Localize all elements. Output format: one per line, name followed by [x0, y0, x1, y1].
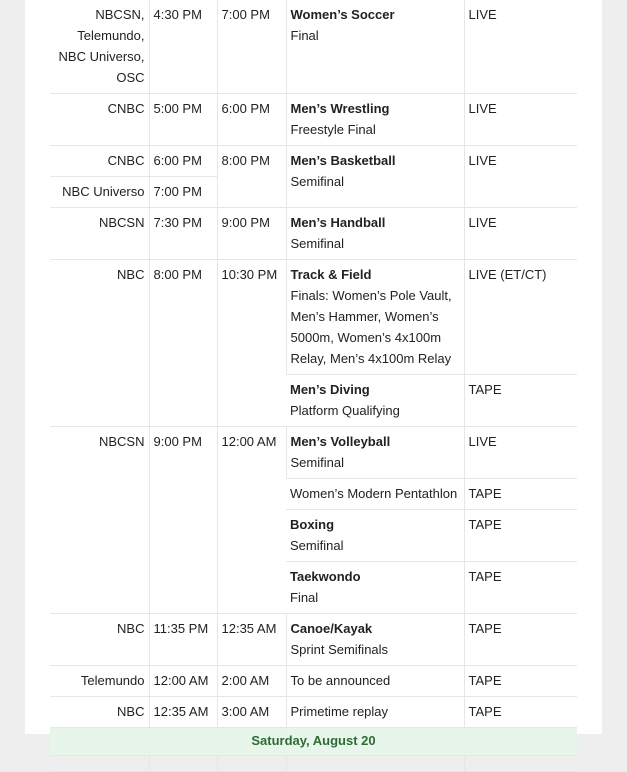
event-detail: Platform Qualifying — [290, 403, 400, 418]
schedule-page — [25, 0, 602, 748]
network-cell: NBCSN — [50, 427, 149, 614]
event-cell — [286, 208, 464, 260]
event-title: Men’s Wrestling — [290, 101, 390, 116]
event-detail: Final — [290, 590, 319, 605]
tv-schedule-table — [50, 0, 577, 772]
event-title: Women’s Soccer — [290, 7, 395, 22]
start-time-cell: 7:30 PM — [149, 208, 217, 260]
event-title: Men’s Volleyball — [290, 434, 391, 449]
start-time-cell: 4:30 PM — [149, 0, 217, 94]
end-time-cell: 12:00 AM — [217, 427, 286, 614]
status-cell: LIVE — [464, 146, 577, 208]
event-cell — [286, 562, 464, 614]
empty-cell — [217, 756, 286, 772]
event-cell — [286, 510, 464, 562]
start-time-cell: 12:35 AM — [149, 697, 217, 728]
table-row — [50, 756, 577, 772]
network-cell: NBC Universo — [50, 177, 149, 208]
status-cell: LIVE — [464, 208, 577, 260]
status-cell: TAPE — [464, 666, 577, 697]
day-heading: Saturday, August 20 — [50, 728, 577, 756]
event-detail: Semifinal — [290, 174, 344, 189]
network-cell: NBC — [50, 260, 149, 427]
event-detail: Freestyle Final — [290, 122, 376, 137]
event-cell — [286, 146, 464, 208]
end-time-cell: 7:00 PM — [217, 0, 286, 94]
event-cell — [286, 0, 464, 94]
start-time-cell: 12:00 AM — [149, 666, 217, 697]
status-cell: TAPE — [464, 562, 577, 614]
event-title: Men’s Handball — [290, 215, 386, 230]
event-cell — [286, 375, 464, 427]
table-row — [50, 146, 577, 177]
empty-cell — [464, 756, 577, 772]
start-time-cell: 7:00 PM — [149, 177, 217, 208]
start-time-cell: 8:00 PM — [149, 260, 217, 427]
end-time-cell: 8:00 PM — [217, 146, 286, 208]
end-time-cell: 6:00 PM — [217, 94, 286, 146]
start-time-cell: 6:00 PM — [149, 146, 217, 177]
network-cell: NBC — [50, 614, 149, 666]
start-time-cell: 9:00 PM — [149, 427, 217, 614]
event-cell: Women’s Modern Pentathlon — [286, 479, 464, 510]
status-cell: LIVE (ET/CT) — [464, 260, 577, 375]
end-time-cell: 10:30 PM — [217, 260, 286, 427]
end-time-cell: 3:00 AM — [217, 697, 286, 728]
start-time-cell: 5:00 PM — [149, 94, 217, 146]
event-cell — [286, 94, 464, 146]
end-time-cell: 9:00 PM — [217, 208, 286, 260]
status-cell: LIVE — [464, 94, 577, 146]
table-row — [50, 260, 577, 375]
event-title: Men’s Diving — [290, 382, 370, 397]
event-cell: Primetime replay — [286, 697, 464, 728]
empty-cell — [50, 756, 149, 772]
end-time-cell: 12:35 AM — [217, 614, 286, 666]
event-detail: Semifinal — [290, 538, 344, 553]
event-title: Canoe/Kayak — [290, 621, 373, 636]
status-cell: TAPE — [464, 510, 577, 562]
event-cell: To be announced — [286, 666, 464, 697]
event-detail: Semifinal — [290, 236, 344, 251]
table-row — [50, 0, 577, 94]
event-title: Track & Field — [290, 267, 372, 282]
status-cell: TAPE — [464, 614, 577, 666]
status-cell: TAPE — [464, 479, 577, 510]
table-row — [50, 697, 577, 728]
event-cell — [286, 260, 464, 375]
status-cell: LIVE — [464, 427, 577, 479]
table-row — [50, 614, 577, 666]
table-row — [50, 666, 577, 697]
network-cell: CNBC — [50, 146, 149, 177]
event-detail: Finals: Women’s Pole Vault, Men’s Hammer, Women’s 5000m, Women’s 4x100m Relay, Men’s 4x100m Relay — [290, 288, 452, 366]
network-cell: Telemundo — [50, 666, 149, 697]
empty-cell — [149, 756, 217, 772]
end-time-cell: 2:00 AM — [217, 666, 286, 697]
network-cell: NBC — [50, 697, 149, 728]
day-heading-row — [50, 728, 577, 756]
event-detail: Sprint Semifinals — [290, 642, 389, 657]
event-detail: Final — [290, 28, 319, 43]
status-cell: LIVE — [464, 0, 577, 94]
event-cell — [286, 614, 464, 666]
event-title: Boxing — [290, 517, 335, 532]
event-title: Men’s Basketball — [290, 153, 396, 168]
table-row — [50, 208, 577, 260]
status-cell: TAPE — [464, 375, 577, 427]
event-title: Taekwondo — [290, 569, 361, 584]
table-row — [50, 427, 577, 479]
network-cell: NBCSN, Telemundo, NBC Universo, OSC — [50, 0, 149, 94]
status-cell: TAPE — [464, 697, 577, 728]
table-row — [50, 94, 577, 146]
start-time-cell: 11:35 PM — [149, 614, 217, 666]
event-cell — [286, 427, 464, 479]
network-cell: CNBC — [50, 94, 149, 146]
event-detail: Semifinal — [290, 455, 344, 470]
network-cell: NBCSN — [50, 208, 149, 260]
empty-cell — [286, 756, 464, 772]
